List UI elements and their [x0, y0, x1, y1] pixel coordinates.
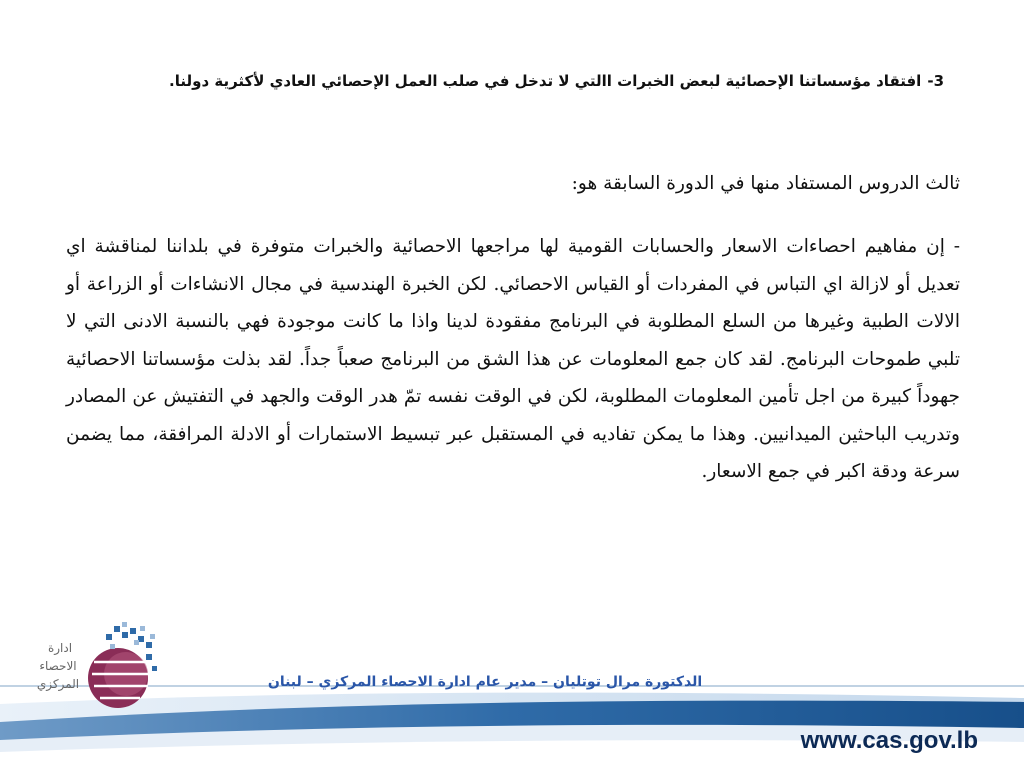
- intro-line: ثالث الدروس المستفاد منها في الدورة السابقة هو:: [571, 173, 960, 194]
- presenter-name: الدكتورة مرال توتليان – مدير عام ادارة الاحصاء المركزي – لبنان: [267, 674, 703, 690]
- heading-text: افتقاد مؤسساتنا الإحصائية لبعض الخبرات االتي لا تدخل في صلب العمل الإحصائي العادي لأكثرية دولنا.: [169, 72, 922, 90]
- logo-word-2: الاحصاء: [39, 659, 77, 673]
- slide-heading: [55, 72, 944, 90]
- website-url[interactable]: www.cas.gov.lb: [800, 727, 978, 754]
- logo-word-3: المركزي: [36, 677, 80, 691]
- heading-number: 3-: [927, 72, 944, 90]
- body-paragraph: - إن مفاهيم احصاءات الاسعار والحسابات القومية لها مراجعها الاحصائية والخبرات متوفرة في بلداننا لمناقشة اي تعديل أو لازالة اي التباس في المفردات أو القياس الاحصائي. لكن الخبرة الهندسية في مجال الانشاءات أو الزراعة أو الالات الطبية وغيرها من السلع المطلوبة في البرنامج مفقودة لدينا واذا ما كانت موجودة فهي بالنسبة الادنى التي لا تلبي طموحات البرنامج. لقد كان جمع المعلومات عن هذا الشق من البرنامج صعباً جداً. لقد بذلت مؤسساتنا الاحصائية جهوداً كبيرة من اجل تأمين المعلومات المطلوبة، لكن في الوقت نفسه تمّ هدر الوقت والجهد في التفتيش عن المصادر وتدريب الباحثين الميدانيين. وهذا ما يمكن تفاديه في المستقبل عبر تبسيط الاستمارات أو الادلة المرافقة، مما يضمن سرعة ودقة اكبر في جمع الاسعار.: [66, 236, 960, 482]
- logo-word-1: ادارة: [47, 641, 73, 655]
- slide-body: [66, 168, 960, 491]
- cas-logo: [22, 622, 160, 718]
